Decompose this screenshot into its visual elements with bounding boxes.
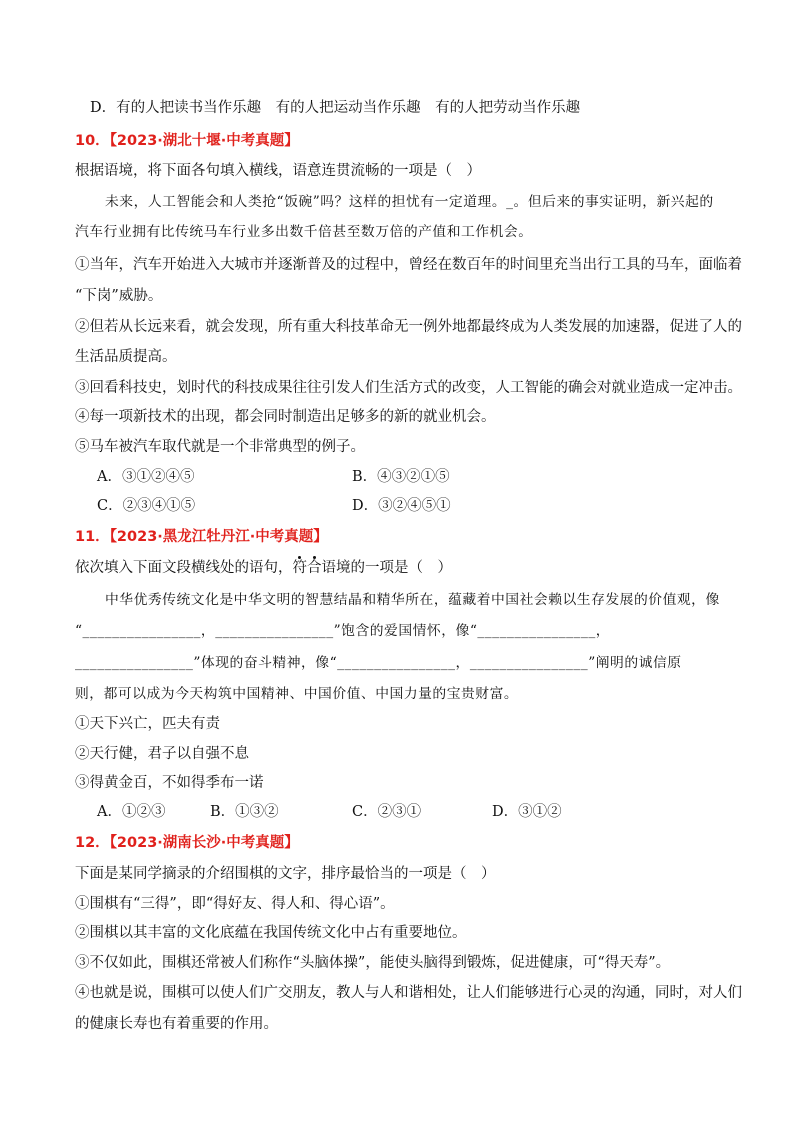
q11-passage-line2: “________________，________________”饱含的爱国情怀，像“________________， [75,623,611,639]
q11-stem-before: 依次填入下面文段横线处的语句， [75,560,293,576]
q11-stem-emphasis-2: 合 [307,560,322,576]
q12-sentence-4-line1: ④也就是说，围棋可以使人们广交朋友，教人与人和谐相处，让人们能够进行心灵的沟通，同时，对人们 [75,985,742,1001]
q11-option-d[interactable]: D．③①② [492,804,562,820]
q10-option-b[interactable]: B．④③②①⑤ [352,469,450,485]
q11-option-a[interactable]: A．①②③ [97,804,166,820]
q12-sentence-3: ③不仅如此，围棋还常被人们称作“头脑体操”，能使头脑得到锻炼，促进健康，可“得天寿”。 [75,955,671,971]
q10-sentence-3: ③回看科技史，划时代的科技成果往往引发人们生活方式的改变，人工智能的确会对就业造成一定冲击。 [75,380,742,396]
q11-stem-emphasis-1: 符 [292,560,307,576]
q10-stem: 根据语境，将下面各句填入横线，语意连贯流畅的一项是（ ） [75,163,481,179]
q12-sentence-4-line2: 的健康长寿也有着重要的作用。 [75,1016,278,1032]
q10-option-d[interactable]: D．③②④⑤① [352,498,451,514]
q9-option-d: D．有的人把读书当作乐趣 有的人把运动当作乐趣 有的人把劳动当作乐趣 [90,100,581,116]
q11-source: 【2023·黑龙江牡丹江·中考真题】 [109,529,328,545]
q12-source: 【2023·湖南长沙·中考真题】 [109,835,299,851]
q10-option-c[interactable]: C．②③④①⑤ [97,498,196,514]
q12-sentence-2: ②围棋以其丰富的文化底蕴在我国传统文化中占有重要地位。 [75,925,467,941]
q11-option-b[interactable]: B．①③② [210,804,279,820]
q10-passage-line2: 汽车行业拥有比传统马车行业多出数千倍甚至数万倍的产值和工作机会。 [75,224,533,240]
q10-option-a[interactable]: A．③①②④⑤ [97,469,195,485]
q11-number: 11． [75,529,110,545]
q10-number: 10． [75,133,110,149]
q11-stem [75,558,725,578]
q10-source: 【2023·湖北十堰·中考真题】 [109,133,299,149]
q11-stem-after: 语境的一项是（ ） [321,560,452,576]
q11-passage-line3: ________________”体现的奋斗精神，像“________________，________________”阐明的诚信原 [75,655,682,671]
q12-heading [75,833,725,853]
q12-number: 12． [75,835,110,851]
q10-sentence-1-line1: ①当年，汽车开始进入大城市并逐渐普及的过程中，曾经在数百年的时间里充当出行工具的马车，面临着 [75,257,742,273]
q11-sentence-3: ③得黄金百，不如得季布一诺 [75,775,264,791]
q10-sentence-2-line1: ②但若从长远来看，就会发现，所有重大科技革命无一例外地都最终成为人类发展的加速器，促进了人的 [75,319,742,335]
q12-sentence-1: ①围棋有“三得”，即“得好友、得人和、得心语”。 [75,896,395,912]
q11-passage-line4: 则，都可以成为今天构筑中国精神、中国价值、中国力量的宝贵财富。 [75,686,519,702]
q11-option-c[interactable]: C．②③① [352,804,422,820]
q10-heading [75,131,725,151]
q11-heading [75,527,725,547]
q12-stem: 下面是某同学摘录的介绍围棋的文字，排序最恰当的一项是（ ） [75,866,496,882]
q10-sentence-4: ④每一项新技术的出现，都会同时制造出足够多的新的就业机会。 [75,409,496,425]
q10-sentence-5: ⑤马车被汽车取代就是一个非常典型的例子。 [75,439,365,455]
q10-sentence-1-line2: “下岗”威胁。 [75,288,163,304]
q10-passage-line1: 未来，人工智能会和人类抢“饭碗”吗？这样的担忧有一定道理。_。但后来的事实证明，新兴起的 [105,194,714,210]
q10-sentence-2-line2: 生活品质提高。 [75,349,177,365]
q11-sentence-1: ①天下兴亡，匹夫有责 [75,716,220,732]
q11-passage-line1: 中华优秀传统文化是中华文明的智慧结晶和精华所在，蕴藏着中国社会赖以生存发展的价值观，像 [105,592,720,608]
q11-sentence-2: ②天行健，君子以自强不息 [75,746,249,762]
